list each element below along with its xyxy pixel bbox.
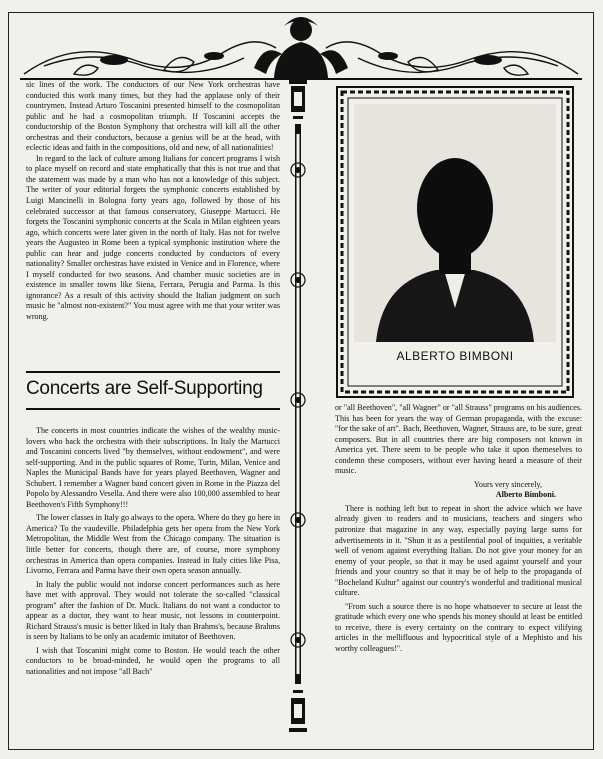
section-rule-top xyxy=(26,371,280,373)
paragraph: The concerts in most countries indicate the wishes of the wealthy music-lovers who back the orchestra with their subscriptions. In Italy the Martucci and Toscanini concerts lived "by themselves, without endowment", and were self-supporting. And in the public squares of Rome, Turin, Milan, Venice and Naples the Municipal Bands have for years played Beethoven, Wagner and Schubert. I remember a Wagner band concert given in Rome in the Piazza del Popolo by Alessandro Vesella. And there were also 100,000 assembled to hear Beethoven's Fifth Symphony!!! xyxy=(26,426,280,509)
portrait-caption: ALBERTO BIMBONI xyxy=(396,349,514,363)
paragraph: or "all Beethoven", "all Wagner" or "all Strauss" programs on his audiences. This has been for years the way of German propaganda, with the excuse: "for the sake of art". Bach, Beethoven, Wagner, Strauss are, to be sure, great composers. But in all countries there are big composers not known in America yet. There seem to be people who take it upon themeselves to condemn these composers, without ever having heard a measure of their music. xyxy=(335,403,582,476)
section-heading: Concerts are Self-Supporting xyxy=(26,378,263,399)
paragraph: I wish that Toscanini might come to Boston. He would teach the other conductors to be broad-minded, he would open the programs to all nationalities and not impose "all Bach" xyxy=(26,645,280,677)
paragraph: sic lines of the work. The conductors of our New York orchestras have conducted this work many times, but they had the applause only of their countrymen. Instead Arturo Toscanini presented himself to the cosmopolitan public and he had a cosmopolitan triumph. If Toscanini accepts the conductorship of the Boston Symphony that orchestra will kill all the other orchestras and their conductors, because a genius will be at the head, with eclectic ideas and faith in the compositions, old and new, of all nationalities! xyxy=(26,80,280,153)
left-column-bottom xyxy=(26,426,280,678)
paragraph: In regard to the lack of culture among Italians for concert programs I wish to place myself on record and state emphatically that this is not true and that the statement was made by a man who has not a knowledge of this subject. The writer of your editorial forgets the symphonic concerts established by Luigi Mancinelli in Bologna forty years ago, followed by those of his celebrated successor at that famous conservatory, Giuseppe Martucci. He forgets the Toscanini symphonic concerts at the Scala in Milan eighteen years ago, which concerts were later given in the north of Italy. Has not for twelve years the Augusteo in Rome been a typical symphonic institution where the public can hear and judge concerts conducted by conductors of every nationality? Smaller orchestras have existed in Venice and in Florence, where I myself conducted for two seasons. And chamber music societies are in existence in smaller towns like Siena, Ferrara, Perugia and Parma. Is this ignorance? As a result of this activity should the Italian judgment on such music be "almost non-existent?" You must agree with me that your writer was wrong. xyxy=(26,153,280,322)
letter-closing: Yours very sincerely, xyxy=(473,479,542,489)
paragraph: The lower classes in Italy go always to the opera. Where do they go here in America? To the vaudeville. Philadelphia gets her opera from the New York Metropolitan, the Middle West from the Chicago company. The situation is little better for concerts, though there are, of course, more symphony orchestras in America than opera companies. Instead in Italy cities like Pisa, Livorno, Ferrara and Parma have their own opera season annually. xyxy=(26,513,280,576)
paragraph: "From such a source there is no hope whatsoever to secure at least the gratitude which every one who spends his money should at least be entitled to receive, there is every certainty on the contrary to expect vilifying articles in the mellifluous and hypocritical style of a Mephisto and his worthy colleagues!". xyxy=(335,601,582,654)
paragraph: In Italy the public would not indorse concert performances such as here have met with approval. They would not tolerate the so-called "classical program" after the fashion of Dr. Muck. Italians do not want a conductor to appear as a doctor, they want to hear music, not lessons in counterpoint. Richard Strauss's music is better liked in Italy than Brahms's, because Brahms is seen by Italians to be only an academic imitator of Beethoven. xyxy=(26,579,280,642)
paragraph: There is nothing left but to repeat in short the advice which we have already given to readers and to musicians, teachers and singers who patronize that magazine in any way, especially paying large sums for advertisements in it. "Shun it as a pestilential pool of inquities, a veritable well of venom against everything Italian. Do not give your money for an enemy of your people, so that it may be used against yourself and your friends and your country so that it may be of help to the propaganda of "Bocheland Kultur" against our country's wonderful and traditional musical culture. xyxy=(335,503,582,598)
portrait-photo xyxy=(354,104,556,342)
right-column-bottom xyxy=(335,403,582,655)
column-divider-ornament xyxy=(286,80,310,740)
section-rule-bottom xyxy=(26,408,280,410)
left-column-top xyxy=(26,80,280,323)
letter-signature: Alberto Bimboni. xyxy=(495,490,556,500)
header-ornament xyxy=(14,8,588,84)
